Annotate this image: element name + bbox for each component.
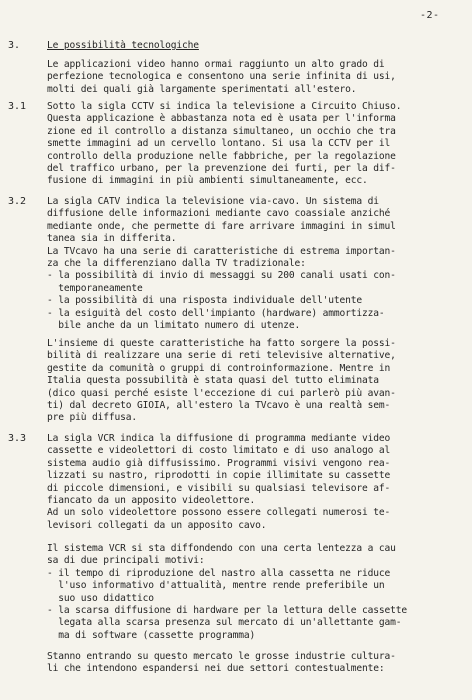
- text-line: di piccole dimensioni, e visibili su qualsiasi televisore af-: [47, 482, 391, 494]
- text-line: bilità di realizzare una serie di reti televisive alternative,: [47, 350, 396, 362]
- text-line: li che intendono espandersi nei due settori contestualmente:: [47, 663, 385, 675]
- text-line: Italia questa possubilità è stata quasi del tutto eliminata: [47, 375, 379, 387]
- list-item: - la possibilità di invio di messaggi su 200 canali usati con-: [47, 270, 396, 282]
- text-line: pre più diffusa.: [47, 412, 138, 424]
- text-line: (dico quasi perché esiste l'eccezione di cui parlerò più avan-: [47, 387, 396, 399]
- page-number: -2-: [420, 10, 440, 21]
- text-line: diffusione delle informazioni mediante cavo coassiale anziché: [47, 208, 391, 220]
- text-line: Ad un solo videolettore possono essere collegati numerosi te-: [47, 507, 391, 519]
- text-line: sa di due principali motivi:: [47, 555, 205, 567]
- text-line: del traffico urbano, per la prevenzione dei furti, per la dif-: [47, 163, 396, 174]
- text-line: ti) dal decreto GIOIA, all'estero la TVcavo è una realtà sem-: [47, 400, 391, 411]
- text-line: Le applicazioni video hanno ormai raggiunto un alto grado di: [47, 59, 385, 70]
- list-item-continuation: l'uso informativo d'attualità, mentre rende preferibile un: [47, 580, 385, 592]
- text-line: Questa applicazione è abbastanza nota ed è usata per l'informa: [47, 113, 396, 125]
- text-line: perfezione tecnologica e consentono una serie infinita di usi,: [47, 71, 396, 83]
- text-line: levisori collegati da un apposito cavo.: [47, 519, 267, 531]
- list-item: - la esiguità del costo dell'impianto (hardware) ammortizza-: [47, 307, 385, 319]
- text-line: L'insieme di queste caratteristiche ha fatto sorgere la possi-: [47, 338, 396, 349]
- text-line: fusione di immagini in più ambienti simultaneamente, ecc.: [47, 175, 368, 187]
- text-line: La sigla VCR indica la diffusione di programma mediante video: [47, 433, 391, 444]
- list-item: - la scarsa diffusione di hardware per la lettura delle cassette: [47, 605, 408, 616]
- list-item-continuation: ma di software (cassette programma): [47, 629, 256, 641]
- text-line: Stanno entrando su questo mercato le grosse industrie cultura-: [47, 651, 396, 662]
- text-line: zione ed il controllo a distanza simultaneo, un occhio che tra: [47, 125, 396, 137]
- list-item-continuation: suo uso didattico: [47, 592, 154, 604]
- text-line: controllo della produzione nelle fabbriche, per la regolazione: [47, 150, 396, 162]
- text-line: fiancato da un apposito videolettore.: [47, 495, 256, 506]
- text-line: Sotto la sigla CCTV si indica la televisione a Circuito Chiuso.: [47, 101, 402, 112]
- text-line: smette immagini ad un cervello lontano. Si usa la CCTV per il: [47, 138, 391, 150]
- list-item: - il tempo di riproduzione del nastro alla cassetta ne riduce: [47, 567, 391, 579]
- text-line: Il sistema VCR si sta diffondendo con una certa lentezza a cau: [47, 543, 396, 554]
- list-item-continuation: temporaneamente: [47, 282, 143, 294]
- section-number: 3.1: [8, 101, 27, 112]
- text-line: cassette e videolettori di costo limitato e di uso analogo al: [47, 445, 391, 457]
- text-line: gestite da comunità o gruppi di controinformazione. Mentre in: [47, 362, 391, 374]
- list-item: - la possibilità di una risposta individuale dell'utente: [47, 295, 363, 307]
- text-line: sistema audio già diffusissimo. Programmi visivi vengono rea-: [47, 457, 391, 469]
- text-line: za che la differenziano dalla TV tradizionale:: [47, 258, 306, 269]
- text-line: La TVcavo ha una serie di caratteristiche di estrema importan-: [47, 245, 396, 257]
- section-number: 3.3: [8, 433, 27, 444]
- section-number: 3.: [8, 40, 21, 51]
- text-line: lizzati su nastro, riprodotti in copie illimitate su cassette: [47, 470, 391, 482]
- text-line: mediante onde, che permette di fare arrivare immagini in simul: [47, 220, 396, 232]
- section-number: 3.2: [8, 196, 27, 207]
- list-item-continuation: legata alla scarsa presenza sul mercato di un'allettante gam-: [47, 617, 402, 629]
- text-line: molti dei quali già largamente sperimentati all'estero.: [47, 83, 357, 95]
- text-line: tanea sia in differita.: [47, 233, 177, 245]
- text-line: La sigla CATV indica la televisione via-cavo. Un sistema di: [47, 196, 379, 207]
- list-item-continuation: bile anche da un limitato numero di utenze.: [47, 320, 301, 331]
- section-title: Le possibilità tecnologiche: [47, 40, 199, 51]
